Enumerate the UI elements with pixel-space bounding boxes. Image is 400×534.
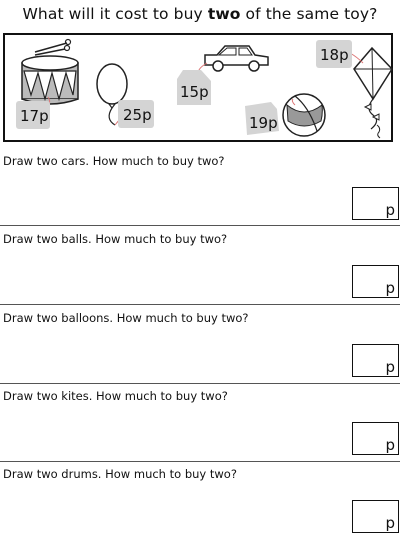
unit-label: p: [385, 279, 395, 297]
answer-box-balloons[interactable]: [352, 344, 399, 377]
answer-box-cars[interactable]: [352, 187, 399, 220]
question-cars: Draw two cars. How much to buy two?: [3, 154, 225, 168]
question-balloons: Draw two balloons. How much to buy two?: [3, 311, 249, 325]
answer-box-balls[interactable]: [352, 265, 399, 298]
unit-label: p: [385, 436, 395, 454]
answer-box-drums[interactable]: [352, 500, 399, 533]
price-label: 18p: [320, 46, 349, 64]
title-suffix: of the same toy?: [240, 5, 378, 23]
price-tag-drum: [16, 97, 50, 129]
price-tag-ball: [245, 102, 279, 135]
price-tag-car: [177, 70, 211, 105]
drum-icon: [22, 40, 78, 105]
title-prefix: What will it cost to buy: [22, 5, 208, 23]
price-label: 15p: [180, 83, 209, 101]
worksheet-title: [0, 5, 400, 23]
question-balls: Draw two balls. How much to buy two?: [3, 232, 228, 246]
unit-label: p: [385, 201, 395, 219]
price-label: 25p: [123, 106, 152, 124]
ball-icon: [283, 94, 325, 136]
unit-label: p: [385, 358, 395, 376]
toy-price-panel: [3, 33, 393, 142]
price-label: 17p: [20, 107, 49, 125]
title-emphasis: two: [207, 5, 241, 23]
divider: [0, 304, 400, 305]
price-tag-balloon: [118, 100, 154, 128]
divider: [0, 461, 400, 462]
price-label: 19p: [249, 114, 278, 132]
question-drums: Draw two drums. How much to buy two?: [3, 467, 237, 481]
question-kites: Draw two kites. How much to buy two?: [3, 389, 228, 403]
divider: [0, 383, 400, 384]
car-icon: [199, 46, 268, 75]
unit-label: p: [385, 514, 395, 532]
price-tag-kite: [316, 40, 352, 68]
answer-box-kites[interactable]: [352, 422, 399, 455]
kite-icon: [350, 48, 392, 138]
divider: [0, 225, 400, 226]
